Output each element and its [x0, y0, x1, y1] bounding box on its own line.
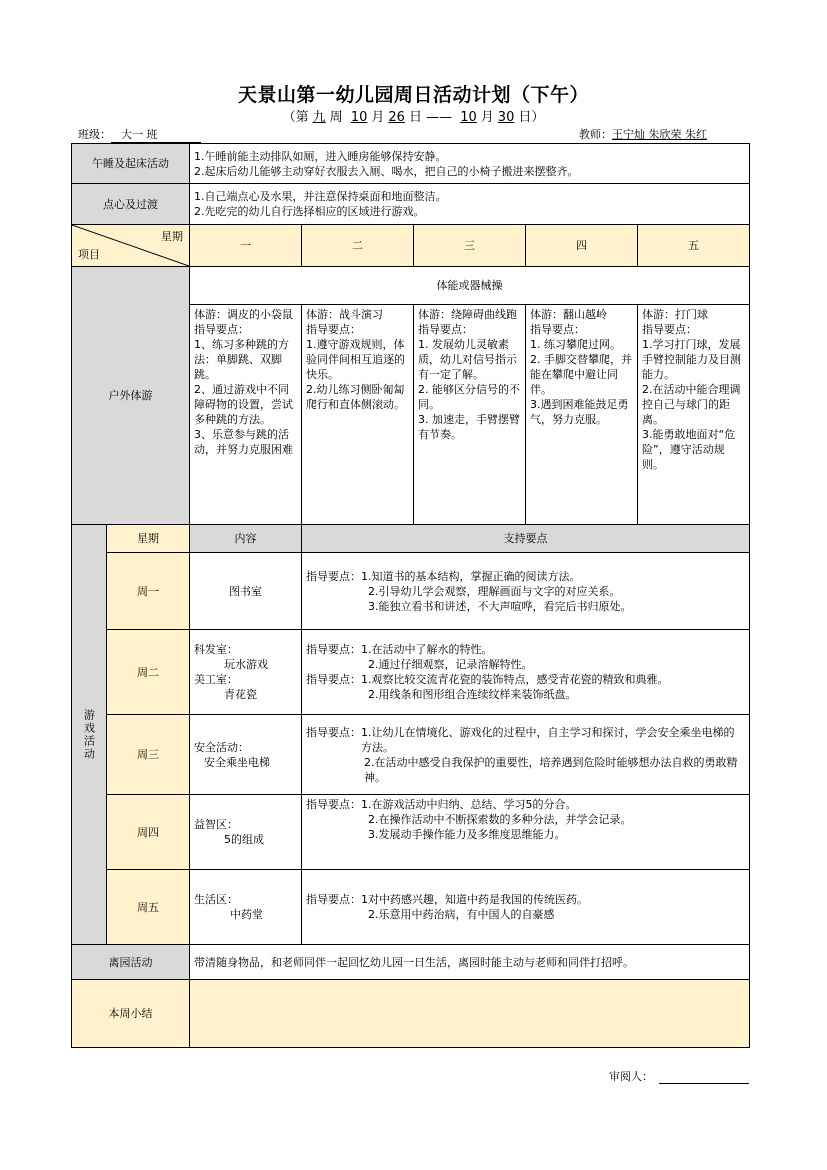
games-day: 周四: [107, 795, 190, 870]
reviewer-label: 审阅人：: [609, 1070, 653, 1083]
start-day: 26: [388, 110, 405, 125]
guidance-point: 1.学习打门球，发展手臂控制能力及目测能力。: [642, 338, 741, 381]
support-line: [306, 672, 745, 687]
guidance-point: 1. 练习攀爬过网。: [530, 338, 621, 351]
week-number: 九: [312, 110, 326, 125]
guidance-point: 2.幼儿练习侧卧匍匐爬行和直体侧滚动。: [306, 383, 405, 411]
outdoor-game-title: 体游：打门球: [642, 308, 708, 321]
games-content: [190, 715, 302, 795]
support-text: 1.让幼儿在情境化、游戏化的过程中，自主学习和探讨，学会安全乘坐电梯的方法。: [361, 725, 735, 754]
nap-line: 1.午睡前能主动排队如厕，进入睡房能够保持安静。: [194, 149, 447, 163]
support-line: [306, 797, 745, 812]
end-month: 10: [460, 110, 477, 125]
weekday-header: 二: [302, 225, 414, 267]
leave-label: 离园活动: [72, 945, 190, 980]
support-text: 1.观察比较交流青花瓷的装饰特点，感受青花瓷的精致和典雅。: [361, 673, 669, 686]
day-label: 日: [408, 110, 422, 125]
support-prefix: 指导要点：: [306, 798, 361, 811]
diagonal-corner-cell: [72, 225, 190, 267]
weekday-header-row: [72, 225, 750, 267]
teacher-label: 教师：: [579, 128, 612, 141]
support-line: 2.通过仔细观察，记录溶解特性。: [368, 658, 533, 671]
support-prefix: 指导要点：: [306, 569, 361, 583]
games-content-line: 青花瓷: [224, 688, 257, 701]
games-content-line: 益智区：: [194, 818, 238, 831]
reviewer-signature: [609, 1068, 749, 1084]
month-label: 月: [371, 110, 385, 125]
class-label: 班级：: [78, 128, 111, 141]
guidance-point: 1. 发展幼儿灵敏素质，幼儿对信号指示有一定了解。: [418, 338, 517, 381]
guidance-point: 2. 手脚交替攀爬，并能在攀爬中避让同伴。: [530, 353, 632, 396]
guidance-point: 2、通过游戏中不同障碍物的设置，尝试多种跳的方法。: [194, 383, 293, 426]
support-line: 2.乐意用中药治病，有中国人的自豪感: [368, 908, 555, 921]
games-content-line: 美工室：: [194, 673, 238, 686]
dash: ——: [426, 110, 453, 125]
guidance-label: 指导要点：: [418, 323, 473, 336]
games-content: [190, 870, 302, 945]
games-col-day: 星期: [107, 525, 190, 553]
support-text: 1.知道书的基本结构，掌握正确的阅读方法。: [361, 569, 581, 583]
games-label: 游戏活动: [82, 708, 96, 761]
outdoor-day-cell: [414, 305, 526, 525]
games-content-line: 科发室：: [194, 643, 238, 656]
support-line: [306, 725, 745, 755]
games-content: [190, 630, 302, 715]
summary-content[interactable]: [190, 980, 750, 1048]
games-content-line: 5的组成: [224, 833, 264, 846]
guidance-point: 2.在活动中能合理调控自己与球门的距离。: [642, 383, 741, 426]
week-label: 周: [329, 110, 343, 125]
support-line: 3.发展动手操作能力及多维度思维能力。: [368, 828, 566, 841]
page-title: 天景山第一幼儿园周日活动计划（下午）: [237, 84, 589, 106]
guidance-point: 3. 加速走，手臂摆臂有节奏。: [418, 413, 520, 441]
end-day: 30: [497, 110, 515, 125]
games-support: [302, 715, 750, 795]
start-month: 10: [350, 110, 368, 125]
support-line: 2.在活动中感受自我保护的重要性，培养遇到危险时能够想办法自救的勇敢精神。: [364, 755, 738, 784]
guidance-point: 3.遇到困难能鼓足勇气，努力克服。: [530, 398, 629, 426]
games-label-cell: [72, 525, 107, 945]
outdoor-label: 户外体游: [72, 267, 190, 525]
outdoor-theme: 体能或器械操: [190, 267, 750, 305]
games-row: [72, 630, 750, 715]
outdoor-day-cell: [302, 305, 414, 525]
games-col-support: 支持要点: [302, 525, 750, 553]
nap-content: [190, 144, 750, 184]
games-header-row: [72, 525, 750, 553]
games-content-line: 安全乘坐电梯: [204, 755, 270, 769]
weekday-header: 四: [526, 225, 638, 267]
outdoor-day-cell: [638, 305, 750, 525]
weekday-header: 五: [638, 225, 750, 267]
games-row: [72, 795, 750, 870]
nap-label: 午睡及起床活动: [72, 144, 190, 184]
guidance-point: 3、乐意参与跳的活动，并努力克服困难: [194, 428, 293, 456]
teacher-info: [579, 126, 707, 142]
class-info: [78, 126, 201, 143]
support-line: [306, 642, 745, 657]
corner-item-label: 项目: [78, 248, 100, 261]
support-prefix: 指导要点：: [306, 725, 361, 739]
date-range: [0, 106, 827, 125]
end-suffix: 日）: [518, 110, 545, 125]
games-col-content: 内容: [190, 525, 302, 553]
weekday-header: 一: [190, 225, 302, 267]
games-content-line: 生活区：: [194, 893, 238, 906]
guidance-label: 指导要点：: [642, 323, 697, 336]
outdoor-game-title: 体游：调皮的小袋鼠: [194, 308, 293, 321]
guidance-point: 2. 能够区分信号的不同。: [418, 383, 520, 411]
support-prefix: 指导要点：: [306, 893, 361, 906]
games-content-line: 中药堂: [230, 908, 263, 921]
games-content-line: 玩水游戏: [224, 658, 268, 671]
games-content-line: 安全活动：: [194, 740, 249, 754]
support-line: 2.用线条和图形组合连续纹样来装饰纸盘。: [368, 688, 577, 701]
snack-content: [190, 184, 750, 225]
outdoor-game-title: 体游：翻山越岭: [530, 308, 607, 321]
games-row: [72, 553, 750, 630]
month-label: 月: [480, 110, 494, 125]
guidance-point: 1、练习多种跳的方法：单脚跳、双脚跳。: [194, 338, 289, 381]
activity-plan-table: [71, 143, 750, 1048]
games-day: 周三: [107, 715, 190, 795]
support-line: 2.在操作活动中不断探索数的多种分法，并学会记录。: [368, 813, 632, 826]
games-row: [72, 715, 750, 795]
support-text: 1.在游戏活动中归纳、总结、学习5的分合。: [361, 798, 577, 811]
support-prefix: 指导要点：: [306, 643, 361, 656]
support-text: 1对中药感兴趣，知道中药是我国的传统医药。: [361, 893, 588, 906]
games-day: 周二: [107, 630, 190, 715]
games-content-line: 图书室: [229, 584, 262, 598]
summary-row: [72, 980, 750, 1048]
guidance-point: 3.能勇敢地面对“危险”，遵守活动规则。: [642, 428, 736, 471]
snack-line: 1.自己端点心及水果，并注意保持桌面和地面整洁。: [194, 190, 447, 203]
support-prefix: 指导要点：: [306, 673, 361, 686]
games-day: 周一: [107, 553, 190, 630]
support-line: 2.引导幼儿学会观察，理解画面与文字的对应关系。: [368, 584, 621, 598]
reviewer-signature-line[interactable]: [659, 1071, 749, 1084]
outdoor-day-cell: [526, 305, 638, 525]
weekday-header: 三: [414, 225, 526, 267]
snack-label: 点心及过渡: [72, 184, 190, 225]
support-text: 1.在活动中了解水的特性。: [361, 643, 493, 656]
outdoor-day-cell: [190, 305, 302, 525]
games-row: [72, 870, 750, 945]
guidance-point: 1.遵守游戏规则，体验同伴间相互追逐的快乐。: [306, 338, 405, 381]
outdoor-game-title: 体游：战斗演习: [306, 308, 383, 321]
nap-row: [72, 144, 750, 184]
guidance-label: 指导要点：: [306, 323, 361, 336]
teacher-value: 王宁灿 朱欣荣 朱红: [612, 128, 707, 141]
support-line: [306, 569, 745, 584]
games-content: [190, 795, 302, 870]
class-value: 大一 班: [111, 126, 201, 143]
corner-weekday-label: 星期: [161, 230, 183, 243]
support-line: [306, 892, 745, 907]
guidance-label: 指导要点：: [194, 323, 249, 336]
leave-content: 带清随身物品，和老师同伴一起回忆幼儿园一日生活，离园时能主动与老师和同伴打招呼。: [190, 945, 750, 980]
guidance-label: 指导要点：: [530, 323, 585, 336]
games-support: [302, 795, 750, 870]
week-prefix: （第: [282, 110, 309, 125]
support-line: 3.能独立看书和讲述，不大声喧哗，看完后书归原处。: [368, 599, 632, 613]
games-support: [302, 630, 750, 715]
snack-line: 2.先吃完的幼儿自行选择相应的区域进行游戏。: [194, 205, 425, 218]
snack-row: [72, 184, 750, 225]
nap-line: 2.起床后幼儿能够主动穿好衣服去入厕、喝水，把自己的小椅子搬进来摆整齐。: [194, 164, 579, 178]
games-support: [302, 553, 750, 630]
leave-row: [72, 945, 750, 980]
outdoor-theme-row: [72, 267, 750, 305]
summary-label: 本周小结: [72, 980, 190, 1048]
games-support: [302, 870, 750, 945]
outdoor-game-title: 体游：绕障碍曲线跑: [418, 308, 517, 321]
games-content: [190, 553, 302, 630]
games-day: 周五: [107, 870, 190, 945]
